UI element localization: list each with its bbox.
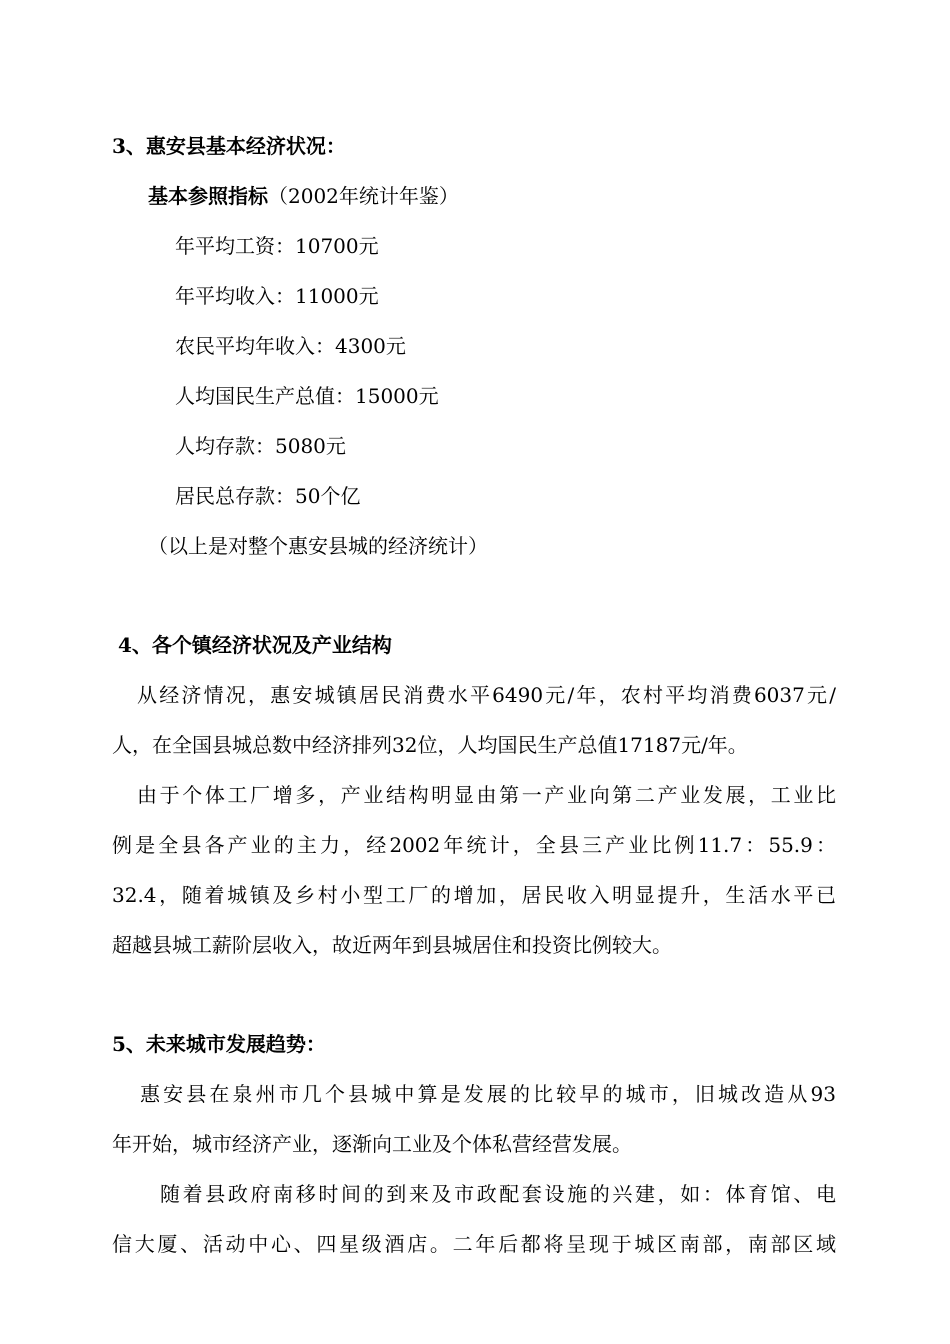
section5-paragraph-line: 惠安县在泉州市几个县城中算是发展的比较早的城市，旧城改造从93 — [140, 1082, 836, 1106]
indicators-line — [148, 183, 459, 209]
section4-paragraph-line: 32.4，随着城镇及乡村小型工厂的增加，居民收入明显提升，生活水平已 — [112, 883, 836, 907]
indicators-source: （2002年统计年鉴） — [268, 184, 459, 208]
indicators-label: 基本参照指标 — [148, 184, 268, 208]
indicator-item-total-deposit: 居民总存款：50个亿 — [175, 484, 361, 508]
section4-paragraph-line: 人，在全国县城总数中经济排列32位，人均国民生产总值17187元/年。 — [112, 733, 748, 757]
section4-heading: 4、各个镇经济状况及产业结构 — [118, 633, 392, 657]
section5-paragraph-line: 年开始，城市经济产业，逐渐向工业及个体私营经营发展。 — [112, 1132, 632, 1156]
indicator-item-gnp: 人均国民生产总值：15000元 — [175, 384, 439, 408]
section3-heading: 3、惠安县基本经济状况： — [112, 134, 346, 158]
indicator-item-farmer-income: 农民平均年收入：4300元 — [175, 334, 406, 358]
section5-paragraph-line: 随着县政府南移时间的到来及市政配套设施的兴建，如：体育馆、电 — [160, 1182, 836, 1206]
section5-heading: 5、未来城市发展趋势： — [112, 1032, 326, 1056]
section4-paragraph-line: 例是全县各产业的主力，经2002年统计，全县三产业比例11.7：55.9： — [112, 833, 836, 857]
indicator-item-deposit-per-capita: 人均存款：5080元 — [175, 434, 346, 458]
section4-paragraph-line: 由于个体工厂增多，产业结构明显由第一产业向第二产业发展，工业比 — [137, 783, 836, 807]
section4-paragraph-line: 从经济情况，惠安城镇居民消费水平6490元/年，农村平均消费6037元/ — [137, 683, 836, 707]
indicator-item-wage: 年平均工资：10700元 — [175, 234, 379, 258]
section4-paragraph-line: 超越县城工薪阶层收入，故近两年到县城居住和投资比例较大。 — [112, 933, 672, 957]
indicator-item-income: 年平均收入：11000元 — [175, 284, 379, 308]
section5-paragraph-line: 信大厦、活动中心、四星级酒店。二年后都将呈现于城区南部，南部区域 — [112, 1232, 836, 1256]
section3-note: （以上是对整个惠安县城的经济统计） — [148, 534, 488, 558]
